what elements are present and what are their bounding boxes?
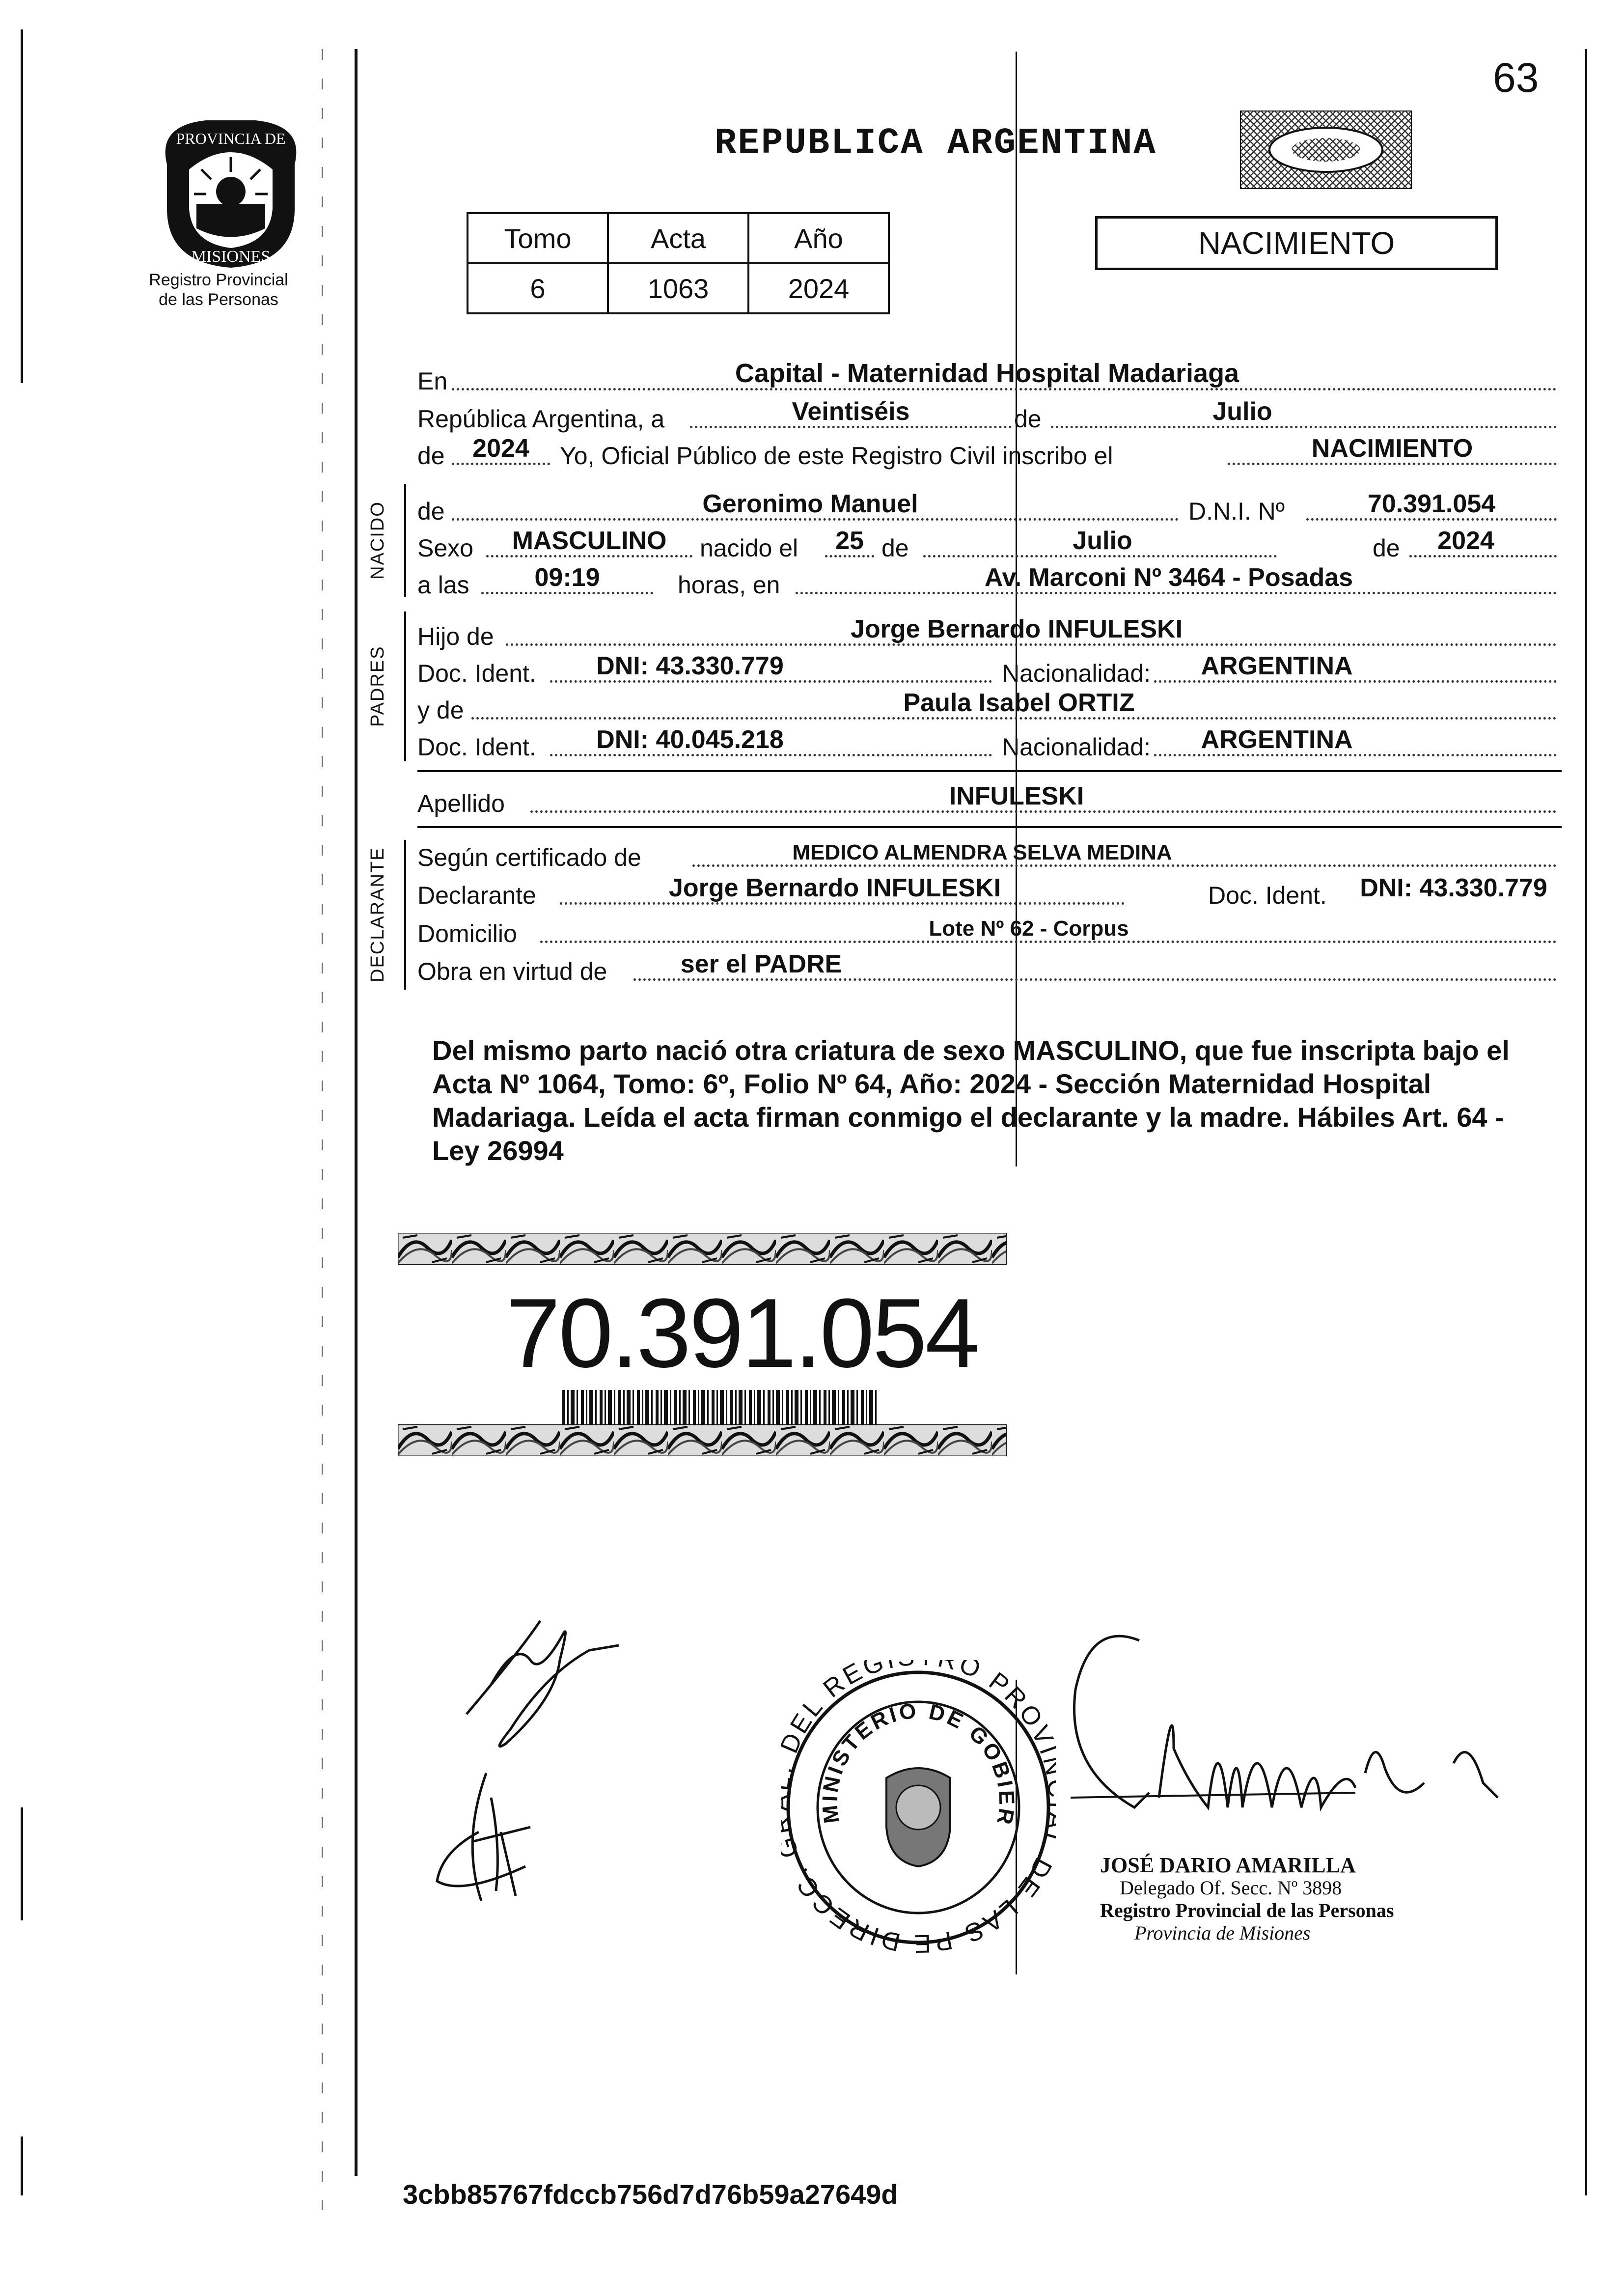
dni-label: D.N.I. Nº (1188, 498, 1285, 525)
year-value: 2024 (472, 434, 529, 463)
child-name-row (417, 491, 1557, 526)
de-label: de (1014, 405, 1042, 433)
security-band-bottom (398, 1424, 1007, 1456)
birth-year-value: 2024 (1437, 527, 1494, 555)
mother-doc-value: DNI: 40.045.218 (596, 725, 784, 754)
mother-value: Paula Isabel ORTIZ (903, 689, 1135, 717)
child-name-value: Geronimo Manuel (702, 490, 918, 518)
nacido-bracket (404, 484, 406, 597)
signature-mother (457, 1591, 633, 1756)
date-row (417, 399, 1557, 433)
registry-header-anio: Año (748, 213, 889, 263)
certificate-row (417, 837, 1557, 872)
nacido-el-label: nacido el (700, 534, 798, 562)
address-value: Lote Nº 62 - Corpus (929, 916, 1129, 941)
registry-value-tomo: 6 (468, 263, 608, 313)
dni-large-label: 70.391.054 (506, 1278, 978, 1388)
logo-caption-line-1: Registro Provincial (149, 271, 288, 289)
padres-bracket (404, 611, 406, 761)
security-stamp (1240, 111, 1412, 189)
logo-caption-line-2: de las Personas (159, 290, 278, 309)
obra-label: Obra en virtud de (417, 958, 607, 985)
birth-place-value: Av. Marconi Nº 3464 - Posadas (984, 563, 1353, 592)
de-label-2: de (417, 442, 445, 470)
horas-label: horas, en (678, 571, 780, 599)
sexo-value: MASCULINO (512, 527, 667, 555)
mother-nat-value: ARGENTINA (1201, 725, 1353, 754)
certificate-value: MEDICO ALMENDRA SELVA MEDINA (792, 840, 1172, 864)
padres-section-label: PADRES (367, 645, 388, 727)
republica-label: República Argentina, a (417, 405, 665, 433)
declarante-label: Declarante (417, 882, 536, 909)
birth-day-value: 25 (835, 527, 864, 555)
place-row (417, 361, 1557, 395)
dash-rule (322, 49, 323, 2210)
de-label-5: de (1373, 534, 1400, 562)
page-number: 63 (1493, 55, 1539, 101)
security-band-top (398, 1233, 1007, 1265)
declarante-bracket (404, 840, 406, 990)
father-doc-label: Doc. Ident. (417, 660, 536, 687)
en-label: En (417, 367, 448, 395)
capacity-row (417, 951, 1557, 986)
inscription-row (417, 436, 1557, 470)
logo-text-bottom: MISIONES (191, 248, 271, 266)
place-value: Capital - Maternidad Hospital Madariaga (735, 359, 1239, 388)
father-nat-label: Nacionalidad: (1002, 660, 1151, 687)
apellido-label: Apellido (417, 790, 505, 817)
seal-outer-text: DIRECC. EL REG RO PRO DE LAS PE (784, 1660, 1056, 1955)
segun-label: Según certificado de (417, 844, 641, 871)
section-separator-1 (417, 770, 1562, 772)
registry-table (467, 212, 890, 314)
logo-text-top: PROVINCIA DE (176, 130, 286, 147)
surname-row (417, 783, 1557, 818)
observations-text: Del mismo parto nació otra criatura de sexo MASCULINO, que fue inscripta bajo el Acta Nº 1064, Tomo: 6º, Folio Nº 64, Año: 2024 - Sección Maternidad Hospital Madariaga. Leída el acta firman conmigo el declarante y la madre. Hábiles Art. 64 - Ley 26994 (432, 1035, 1510, 1166)
declarant-row (417, 875, 1557, 910)
official-office: Registro Provincial de las Personas (1100, 1899, 1394, 1921)
official-role: Delegado Of. Secc. Nº 3898 (1120, 1877, 1342, 1899)
yo-label: Yo, Oficial Público de este Registro Civil inscribo el (560, 442, 1113, 470)
official-name: JOSÉ DARIO AMARILLA (1100, 1853, 1356, 1877)
document-title: REPUBLICA ARGENTINA (715, 123, 1157, 164)
official-province: Provincia de Misiones (1134, 1922, 1311, 1944)
time-value: 09:19 (534, 563, 600, 592)
declarante-section-label: DECLARANTE (367, 847, 388, 982)
act-type-box: NACIMIENTO (1095, 216, 1498, 270)
dni-value: 70.391.054 (1367, 490, 1496, 518)
left-margin-rule-lower (21, 1807, 23, 1920)
declarant-value: Jorge Bernardo INFULESKI (668, 874, 1001, 902)
mother-doc-label: Doc. Ident. (417, 733, 536, 761)
binding-line (355, 49, 358, 2176)
surname-value: INFULESKI (949, 782, 1084, 810)
right-border-line (1585, 49, 1587, 2195)
declarant-doc-value: DNI: 43.330.779 (1360, 874, 1547, 902)
y-de-label: y de (417, 696, 464, 724)
registry-value-anio: 2024 (748, 263, 889, 313)
left-margin-rule-bottom (21, 2137, 23, 2195)
father-value: Jorge Bernardo INFULESKI (850, 615, 1183, 643)
logo-caption (125, 270, 312, 309)
section-separator-2 (417, 826, 1562, 828)
declarant-doc-label: Doc. Ident. (1208, 882, 1327, 909)
father-nat-value: ARGENTINA (1201, 652, 1353, 680)
address-row (417, 914, 1557, 948)
month-value: Julio (1212, 397, 1272, 426)
mother-row (417, 690, 1557, 724)
sexo-label: Sexo (417, 534, 473, 562)
de-label-4: de (881, 534, 909, 562)
signature-declarant (432, 1768, 545, 1908)
registry-header-acta: Acta (608, 213, 748, 263)
father-doc-value: DNI: 43.330.779 (596, 652, 784, 680)
mother-doc-row (417, 727, 1557, 761)
registry-header-tomo: Tomo (468, 213, 608, 263)
sex-row (417, 528, 1557, 562)
day-value: Veintiséis (792, 397, 910, 426)
father-doc-row (417, 653, 1557, 688)
a-las-label: a las (417, 571, 469, 599)
capacity-value: ser el PADRE (680, 950, 842, 978)
left-margin-rule (21, 29, 23, 383)
birth-month-value: Julio (1073, 527, 1132, 555)
nacido-section-label: NACIDO (367, 501, 388, 580)
mother-nat-label: Nacionalidad: (1002, 733, 1151, 761)
registry-value-acta: 1063 (608, 263, 748, 313)
document-hash: 3cbb85767fdccb756d7d76b59a27649d (403, 2179, 898, 2210)
time-row (417, 565, 1557, 599)
official-stamp (1100, 1854, 1454, 1944)
seal-inner-text: MINISTERIO DE GOBIER (818, 1698, 1019, 1829)
hijo-de-label: Hijo de (417, 623, 494, 650)
fold-line (1016, 52, 1017, 1166)
de-label-3: de (417, 498, 445, 525)
province-coat-of-arms (147, 106, 314, 273)
father-row (417, 616, 1557, 651)
act-inscribed-value: NACIMIENTO (1311, 434, 1473, 463)
domicilio-label: Domicilio (417, 920, 517, 947)
